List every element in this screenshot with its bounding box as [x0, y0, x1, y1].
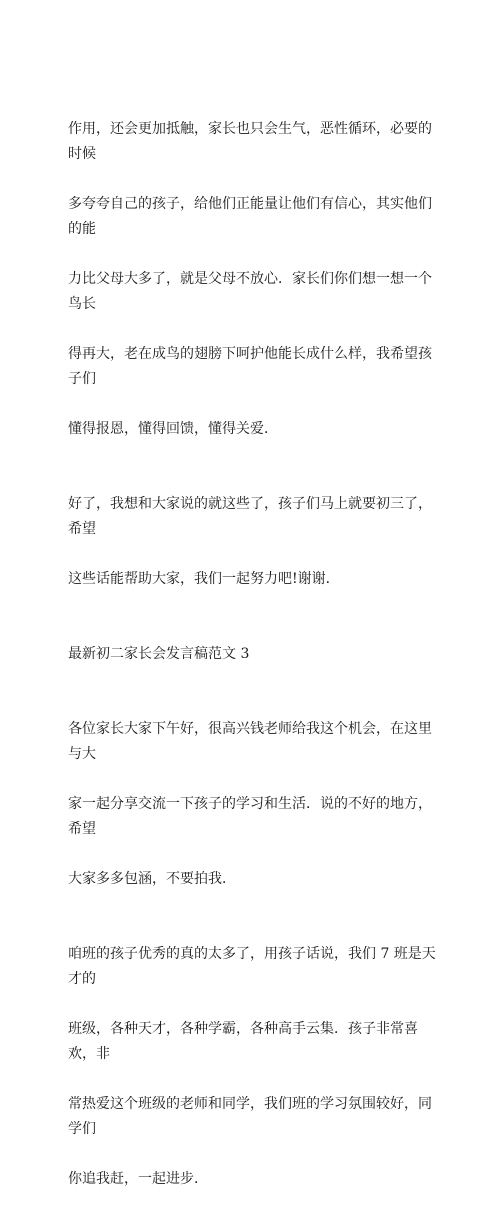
- text-line: 班级，各种天才，各种学霸，各种高手云集．孩子非常喜欢，非: [68, 1021, 418, 1062]
- heading-text: 最新初二家长会发言稿范文 3: [68, 646, 250, 662]
- paragraph-class-description: [68, 917, 440, 1192]
- paragraph-parent-guidance: [68, 92, 440, 442]
- text-line: 得再大，老在成鸟的翅膀下呵护他能长成什么样，我希望孩子们: [68, 346, 432, 387]
- text-line: 咱班的孩子优秀的真的太多了，用孩子话说，我们 7 班是天才的: [68, 946, 436, 987]
- paragraph-greeting: [68, 692, 440, 892]
- document-body: [68, 92, 440, 1217]
- text-line: 大家多多包涵，不要拍我．: [68, 871, 236, 887]
- section-heading: [68, 617, 440, 667]
- text-line: 家一起分享交流一下孩子的学习和生活．说的不好的地方，希望: [68, 796, 432, 837]
- text-line: 这些话能帮助大家，我们一起努力吧!谢谢．: [68, 571, 340, 587]
- text-line: 懂得报恩，懂得回馈，懂得关爱．: [68, 421, 278, 437]
- text-line: 力比父母大多了，就是父母不放心．家长们你们想一想一个鸟长: [68, 271, 432, 312]
- text-line: 各位家长大家下午好，很高兴钱老师给我这个机会，在这里与大: [68, 721, 432, 762]
- text-line: 作用，还会更加抵触，家长也只会生气，恶性循环，必要的时候: [68, 121, 432, 162]
- text-line: 多夸夸自己的孩子，给他们正能量让他们有信心，其实他们的能: [68, 196, 432, 237]
- text-line: 你追我赶，一起进步．: [68, 1171, 208, 1187]
- text-line: 常热爱这个班级的老师和同学，我们班的学习氛围较好，同学们: [68, 1096, 432, 1137]
- text-line: 好了，我想和大家说的就这些了，孩子们马上就要初三了，希望: [68, 496, 432, 537]
- paragraph-closing: [68, 467, 440, 592]
